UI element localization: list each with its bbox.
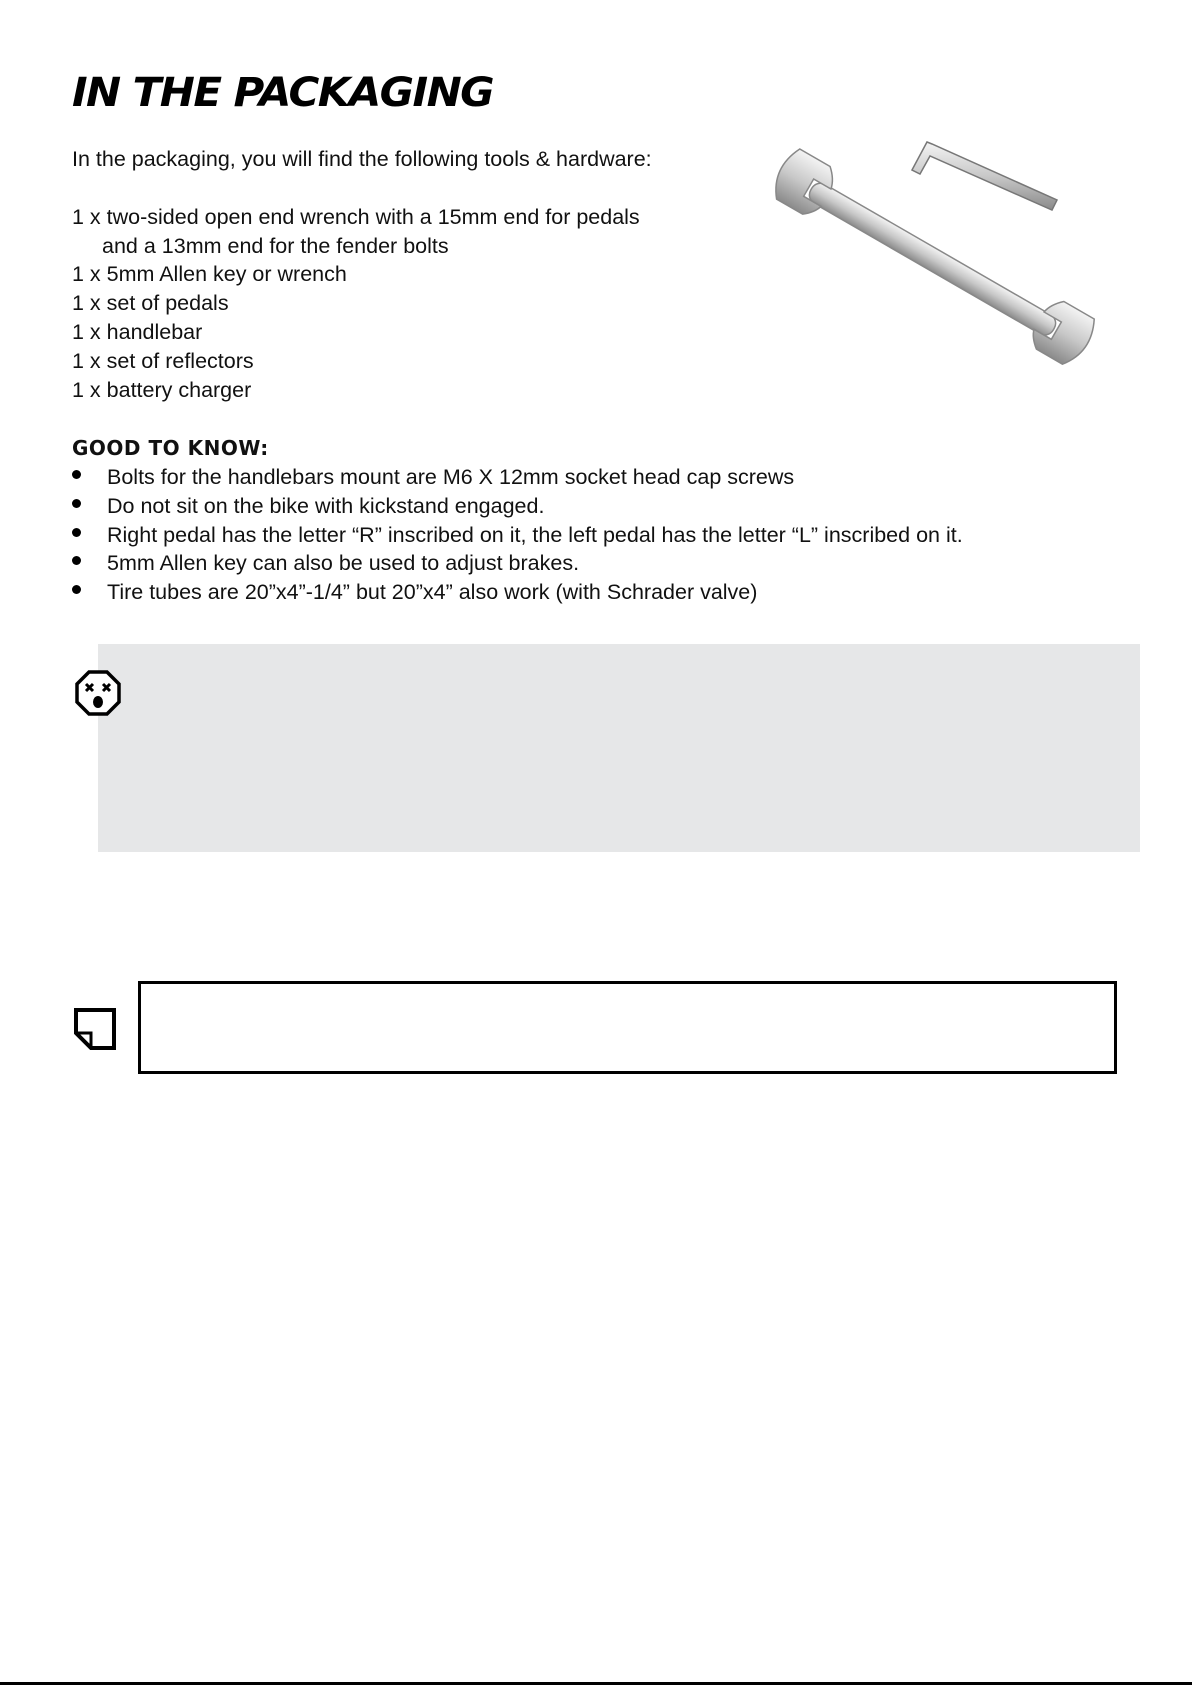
good-to-know-heading: GOOD TO KNOW: xyxy=(72,436,269,460)
list-item: 1 x 5mm Allen key or wrench xyxy=(72,262,347,286)
intro-text: In the packaging, you will find the following tools & hardware: xyxy=(72,147,652,171)
page-title: IN THE PACKAGING xyxy=(72,70,494,116)
bullet-item: Tire tubes are 20”x4”-1/4” but 20”x4” also work (with Schrader valve) xyxy=(72,580,757,605)
bullet-item: Right pedal has the letter “R” inscribed on it, the left pedal has the letter “L” inscribed on it. xyxy=(72,523,963,548)
list-item: 1 x battery charger xyxy=(72,378,252,402)
bullet-icon xyxy=(72,585,81,594)
bullet-icon xyxy=(72,556,81,565)
dizzy-face-octagon-icon xyxy=(74,670,122,716)
warning-box xyxy=(98,644,1140,852)
bullet-icon xyxy=(72,528,81,537)
list-item: 1 x set of reflectors xyxy=(72,349,254,373)
list-item: 1 x set of pedals xyxy=(72,291,229,315)
note-box xyxy=(138,981,1117,1074)
note-page-icon xyxy=(73,1007,117,1051)
list-item: 1 x handlebar xyxy=(72,320,203,344)
bullet-item: Bolts for the handlebars mount are M6 X 12mm socket head cap screws xyxy=(72,465,794,490)
bullet-item: Do not sit on the bike with kickstand engaged. xyxy=(72,494,544,519)
bullet-icon xyxy=(72,470,81,479)
list-item: 1 x two-sided open end wrench with a 15mm end for pedals xyxy=(72,205,640,229)
bullet-icon xyxy=(72,499,81,508)
bullet-item: 5mm Allen key can also be used to adjust brakes. xyxy=(72,551,579,576)
list-item: and a 13mm end for the fender bolts xyxy=(102,234,449,258)
wrench-and-allen-key-image xyxy=(752,130,1112,375)
